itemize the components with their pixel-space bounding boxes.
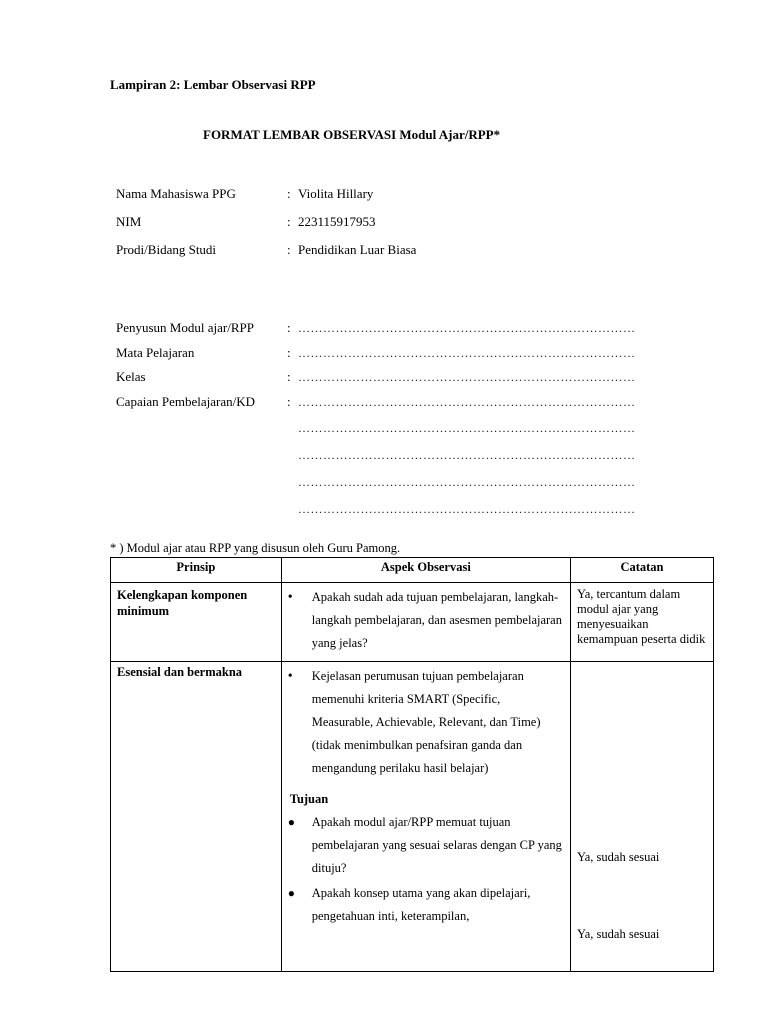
note-text: Ya, sudah sesuai	[576, 927, 660, 941]
extra-fill-line: ………………………………………………………………………	[298, 421, 636, 435]
student-name-value: Violita Hillary	[298, 186, 374, 201]
aspect-cell	[281, 583, 570, 662]
principle-text: Esensial dan bermakna	[117, 665, 243, 679]
principle-cell	[111, 583, 282, 662]
aspect-subheading: Tujuan	[289, 792, 329, 806]
learning-outcome-label: Capaian Pembelajaran/KD	[116, 394, 255, 409]
colon: :	[287, 186, 291, 201]
nim-value: 223115917953	[298, 214, 376, 229]
table-header-row	[111, 558, 714, 583]
principle-text: Kelengkapan komponen minimum	[117, 588, 248, 618]
observation-table	[110, 557, 714, 972]
aspect-bullet: • Kejelasan perumusan tujuan pembelajaran memenuhi kriteria SMART (Specific, Measurable, Achievable, Relevant, dan Time) (tidak menimbulkan penafsiran ganda dan mengandung perilaku hasil belajar)	[288, 665, 564, 780]
class-fill-line: ………………………………………………………………………	[298, 370, 636, 384]
nim-label: NIM	[116, 214, 142, 229]
header-notes: Catatan	[570, 558, 713, 583]
note-text: Ya, sudah sesuai	[576, 850, 660, 864]
author-fill-line: ………………………………………………………………………	[298, 321, 636, 335]
note-text: Ya, tercantum dalam modul ajar yang menyesuaikan kemampuan peserta didik	[576, 587, 706, 646]
student-name-label: Nama Mahasiswa PPG	[116, 186, 236, 201]
notes-cell	[570, 662, 713, 972]
aspect-bullet: ● Apakah modul ajar/RPP memuat tujuan pembelajaran yang sesuai selaras dengan CP yang dituju?	[288, 811, 564, 880]
appendix-heading: Lampiran 2: Lembar Observasi RPP	[110, 77, 316, 92]
study-program-value: Pendidikan Luar Biasa	[298, 242, 417, 257]
class-label: Kelas	[116, 369, 146, 384]
footnote: * ) Modul ajar atau RPP yang disusun oleh Guru Pamong.	[110, 541, 401, 555]
table-row	[111, 583, 714, 662]
author-label: Penyusun Modul ajar/RPP	[116, 320, 254, 335]
colon: :	[287, 242, 291, 257]
subject-label: Mata Pelajaran	[116, 345, 195, 360]
colon: :	[287, 345, 291, 360]
subject-fill-line: ………………………………………………………………………	[298, 346, 636, 360]
aspect-bullet: ● Apakah konsep utama yang akan dipelajari, pengetahuan inti, keterampilan,	[288, 882, 564, 928]
notes-cell	[570, 583, 713, 662]
learning-outcome-fill-line: ………………………………………………………………………	[298, 395, 636, 409]
extra-fill-line: ………………………………………………………………………	[298, 502, 636, 516]
header-aspect: Aspek Observasi	[281, 558, 570, 583]
header-principle: Prinsip	[111, 558, 282, 583]
colon: :	[287, 214, 291, 229]
colon: :	[287, 394, 291, 409]
document-title: FORMAT LEMBAR OBSERVASI Modul Ajar/RPP*	[203, 127, 501, 142]
colon: :	[287, 369, 291, 384]
study-program-label: Prodi/Bidang Studi	[116, 242, 217, 257]
colon: :	[287, 320, 291, 335]
principle-cell	[111, 662, 282, 972]
table-row	[111, 662, 714, 972]
extra-fill-line: ………………………………………………………………………	[298, 475, 636, 489]
aspect-cell	[281, 662, 570, 972]
extra-fill-line: ………………………………………………………………………	[298, 448, 636, 462]
aspect-bullet: • Apakah sudah ada tujuan pembelajaran, langkah-langkah pembelajaran, dan asesmen pembelajaran yang jelas?	[288, 586, 564, 655]
